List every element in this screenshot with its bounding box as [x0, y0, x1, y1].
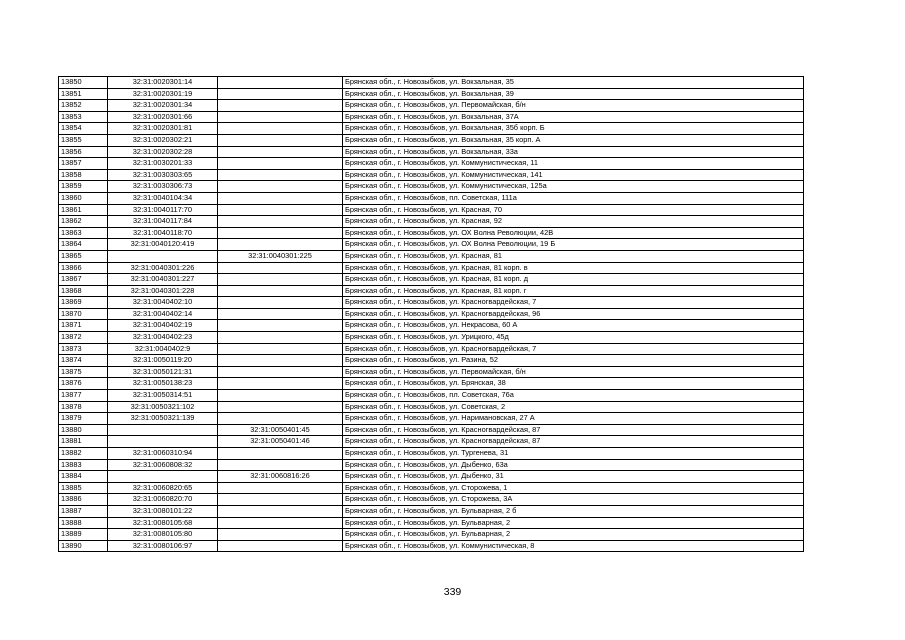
address-cell: Брянская обл., г. Новозыбков, ул. Вокзальная, 37А — [343, 111, 804, 123]
address-cell: Брянская обл., г. Новозыбков, ул. Сторожева, 3А — [343, 494, 804, 506]
table-row — [59, 262, 804, 274]
table-row — [59, 413, 804, 425]
cadastral-number-cell: 32:31:0040301:228 — [108, 285, 218, 297]
row-number-cell: 13882 — [59, 448, 108, 460]
address-cell: Брянская обл., г. Новозыбков, ул. Красногвардейская, 7 — [343, 343, 804, 355]
row-number-cell: 13876 — [59, 378, 108, 390]
cadastral-number-cell — [108, 250, 218, 262]
table-row — [59, 343, 804, 355]
table-row — [59, 77, 804, 89]
cadastral-number-alt-cell — [218, 308, 343, 320]
cadastral-number-cell: 32:31:0030201:33 — [108, 158, 218, 170]
row-number-cell: 13875 — [59, 366, 108, 378]
address-cell: Брянская обл., г. Новозыбков, ул. Красная, 81 корп. д — [343, 274, 804, 286]
cadastral-number-alt-cell — [218, 297, 343, 309]
row-number-cell: 13868 — [59, 285, 108, 297]
cadastral-number-alt-cell — [218, 262, 343, 274]
address-cell: Брянская обл., г. Новозыбков, ул. Первомайская, б/н — [343, 366, 804, 378]
address-cell: Брянская обл., г. Новозыбков, ул. Дыбенко, 31 — [343, 471, 804, 483]
row-number-cell: 13881 — [59, 436, 108, 448]
row-number-cell: 13884 — [59, 471, 108, 483]
cadastral-number-cell: 32:31:0020301:14 — [108, 77, 218, 89]
row-number-cell: 13856 — [59, 146, 108, 158]
cadastral-number-alt-cell — [218, 181, 343, 193]
address-cell: Брянская обл., г. Новозыбков, ул. Бульварная, 2 б — [343, 505, 804, 517]
table-row — [59, 100, 804, 112]
table-row — [59, 355, 804, 367]
row-number-cell: 13851 — [59, 88, 108, 100]
cadastral-number-cell: 32:31:0030306:73 — [108, 181, 218, 193]
table-row — [59, 181, 804, 193]
address-cell: Брянская обл., г. Новозыбков, ул. Красногвардейская, 7 — [343, 297, 804, 309]
cadastral-number-alt-cell — [218, 146, 343, 158]
cadastral-number-cell: 32:31:0080105:68 — [108, 517, 218, 529]
row-number-cell: 13880 — [59, 424, 108, 436]
table-row — [59, 227, 804, 239]
cadastral-number-alt-cell — [218, 88, 343, 100]
address-cell: Брянская обл., г. Новозыбков, ул. Коммунистическая, 11 — [343, 158, 804, 170]
table-row — [59, 517, 804, 529]
cadastral-number-alt-cell — [218, 123, 343, 135]
address-cell: Брянская обл., г. Новозыбков, ул. ОХ Волна Революции, 19 Б — [343, 239, 804, 251]
table-row — [59, 482, 804, 494]
table-row — [59, 134, 804, 146]
cadastral-number-cell — [108, 436, 218, 448]
cadastral-number-alt-cell — [218, 343, 343, 355]
table-row — [59, 529, 804, 541]
cadastral-number-alt-cell — [218, 517, 343, 529]
address-cell: Брянская обл., г. Новозыбков, ул. Урицкого, 45д — [343, 332, 804, 344]
cadastral-number-cell: 32:31:0040120:419 — [108, 239, 218, 251]
cadastral-number-cell: 32:31:0080101:22 — [108, 505, 218, 517]
table-row — [59, 308, 804, 320]
row-number-cell: 13877 — [59, 390, 108, 402]
table-row — [59, 378, 804, 390]
cadastral-number-cell: 32:31:0040402:23 — [108, 332, 218, 344]
address-cell: Брянская обл., г. Новозыбков, ул. Вокзальная, 35 — [343, 77, 804, 89]
table-row — [59, 158, 804, 170]
cadastral-number-alt-cell — [218, 192, 343, 204]
cadastral-number-cell: 32:31:0050321:102 — [108, 401, 218, 413]
cadastral-number-cell: 32:31:0020301:81 — [108, 123, 218, 135]
address-cell: Брянская обл., г. Новозыбков, ул. Красногвардейская, 96 — [343, 308, 804, 320]
address-cell: Брянская обл., г. Новозыбков, ул. Красная, 81 корп. г — [343, 285, 804, 297]
table-row — [59, 401, 804, 413]
cadastral-number-cell: 32:31:0020301:34 — [108, 100, 218, 112]
address-cell: Брянская обл., г. Новозыбков, ул. Красная, 81 корп. в — [343, 262, 804, 274]
address-cell: Брянская обл., г. Новозыбков, ул. Советская, 2 — [343, 401, 804, 413]
address-cell: Брянская обл., г. Новозыбков, ул. Вокзальная, 35б корп. Б — [343, 123, 804, 135]
cadastral-number-cell: 32:31:0050314:51 — [108, 390, 218, 402]
cadastral-number-cell: 32:31:0030303:65 — [108, 169, 218, 181]
row-number-cell: 13862 — [59, 216, 108, 228]
cadastral-number-cell: 32:31:0040402:14 — [108, 308, 218, 320]
row-number-cell: 13852 — [59, 100, 108, 112]
address-cell: Брянская обл., г. Новозыбков, пл. Советская, 111а — [343, 192, 804, 204]
table-row — [59, 471, 804, 483]
row-number-cell: 13872 — [59, 332, 108, 344]
table-row — [59, 320, 804, 332]
cadastral-number-alt-cell — [218, 529, 343, 541]
address-cell: Брянская обл., г. Новозыбков, ул. Вокзальная, 39 — [343, 88, 804, 100]
registry-table — [58, 76, 804, 552]
cadastral-number-cell: 32:31:0040301:227 — [108, 274, 218, 286]
cadastral-number-alt-cell — [218, 401, 343, 413]
row-number-cell: 13886 — [59, 494, 108, 506]
cadastral-number-alt-cell — [218, 227, 343, 239]
address-cell: Брянская обл., г. Новозыбков, ул. Некрасова, 60 А — [343, 320, 804, 332]
cadastral-number-cell: 32:31:0040104:34 — [108, 192, 218, 204]
table-row — [59, 494, 804, 506]
cadastral-number-cell: 32:31:0080106:97 — [108, 540, 218, 552]
table-row — [59, 332, 804, 344]
address-cell: Брянская обл., г. Новозыбков, ул. Бульварная, 2 — [343, 517, 804, 529]
cadastral-number-alt-cell: 32:31:0050401:45 — [218, 424, 343, 436]
row-number-cell: 13879 — [59, 413, 108, 425]
cadastral-number-alt-cell — [218, 239, 343, 251]
row-number-cell: 13854 — [59, 123, 108, 135]
cadastral-number-alt-cell: 32:31:0050401:46 — [218, 436, 343, 448]
table-row — [59, 204, 804, 216]
cadastral-number-alt-cell: 32:31:0040301:225 — [218, 250, 343, 262]
cadastral-number-cell: 32:31:0020302:28 — [108, 146, 218, 158]
cadastral-number-cell: 32:31:0050138:23 — [108, 378, 218, 390]
table-row — [59, 448, 804, 460]
row-number-cell: 13869 — [59, 297, 108, 309]
address-cell: Брянская обл., г. Новозыбков, ул. Вокзальная, 35 корп. А — [343, 134, 804, 146]
cadastral-number-alt-cell — [218, 204, 343, 216]
cadastral-number-cell — [108, 424, 218, 436]
table-row — [59, 459, 804, 471]
cadastral-number-alt-cell — [218, 459, 343, 471]
address-cell: Брянская обл., г. Новозыбков, пл. Советская, 76а — [343, 390, 804, 402]
cadastral-number-alt-cell — [218, 505, 343, 517]
cadastral-number-alt-cell — [218, 134, 343, 146]
table-row — [59, 250, 804, 262]
cadastral-number-cell: 32:31:0060820:65 — [108, 482, 218, 494]
table-row — [59, 505, 804, 517]
cadastral-number-cell: 32:31:0080105:80 — [108, 529, 218, 541]
cadastral-number-alt-cell — [218, 378, 343, 390]
row-number-cell: 13890 — [59, 540, 108, 552]
cadastral-number-alt-cell — [218, 285, 343, 297]
cadastral-number-cell: 32:31:0040117:70 — [108, 204, 218, 216]
row-number-cell: 13871 — [59, 320, 108, 332]
address-cell: Брянская обл., г. Новозыбков, ул. Вокзальная, 33а — [343, 146, 804, 158]
address-cell: Брянская обл., г. Новозыбков, ул. Бульварная, 2 — [343, 529, 804, 541]
cadastral-number-alt-cell — [218, 355, 343, 367]
address-cell: Брянская обл., г. Новозыбков, ул. Коммунистическая, 125а — [343, 181, 804, 193]
table-row — [59, 123, 804, 135]
cadastral-number-alt-cell — [218, 540, 343, 552]
table-row — [59, 88, 804, 100]
cadastral-number-cell: 32:31:0040301:226 — [108, 262, 218, 274]
address-cell: Брянская обл., г. Новозыбков, ул. Первомайская, б/н — [343, 100, 804, 112]
cadastral-number-alt-cell — [218, 274, 343, 286]
row-number-cell: 13866 — [59, 262, 108, 274]
row-number-cell: 13885 — [59, 482, 108, 494]
cadastral-number-alt-cell — [218, 320, 343, 332]
cadastral-number-cell: 32:31:0060820:70 — [108, 494, 218, 506]
table-row — [59, 274, 804, 286]
table-row — [59, 297, 804, 309]
table-row — [59, 366, 804, 378]
address-cell: Брянская обл., г. Новозыбков, ул. Наримановская, 27 А — [343, 413, 804, 425]
table-row — [59, 285, 804, 297]
cadastral-number-cell: 32:31:0040402:9 — [108, 343, 218, 355]
cadastral-number-cell: 32:31:0050321:139 — [108, 413, 218, 425]
row-number-cell: 13865 — [59, 250, 108, 262]
cadastral-number-alt-cell — [218, 494, 343, 506]
row-number-cell: 13870 — [59, 308, 108, 320]
cadastral-number-alt-cell — [218, 413, 343, 425]
row-number-cell: 13864 — [59, 239, 108, 251]
table-row — [59, 540, 804, 552]
cadastral-number-cell: 32:31:0020302:21 — [108, 134, 218, 146]
cadastral-number-cell: 32:31:0020301:19 — [108, 88, 218, 100]
address-cell: Брянская обл., г. Новозыбков, ул. Красная, 70 — [343, 204, 804, 216]
row-number-cell: 13861 — [59, 204, 108, 216]
table-row — [59, 146, 804, 158]
cadastral-number-alt-cell — [218, 482, 343, 494]
cadastral-number-alt-cell — [218, 448, 343, 460]
table-row — [59, 436, 804, 448]
row-number-cell: 13855 — [59, 134, 108, 146]
table-row — [59, 216, 804, 228]
row-number-cell: 13859 — [59, 181, 108, 193]
address-cell: Брянская обл., г. Новозыбков, ул. Красногвардейская, 87 — [343, 436, 804, 448]
cadastral-number-alt-cell — [218, 216, 343, 228]
cadastral-number-alt-cell — [218, 332, 343, 344]
cadastral-number-alt-cell — [218, 158, 343, 170]
registry-table-body — [59, 77, 804, 552]
cadastral-number-alt-cell — [218, 390, 343, 402]
table-row — [59, 169, 804, 181]
cadastral-number-cell: 32:31:0060808:32 — [108, 459, 218, 471]
cadastral-number-alt-cell: 32:31:0060816:26 — [218, 471, 343, 483]
row-number-cell: 13874 — [59, 355, 108, 367]
cadastral-number-cell: 32:31:0020301:66 — [108, 111, 218, 123]
row-number-cell: 13858 — [59, 169, 108, 181]
table-row — [59, 192, 804, 204]
row-number-cell: 13873 — [59, 343, 108, 355]
page-number: 339 — [443, 586, 462, 598]
address-cell: Брянская обл., г. Новозыбков, ул. Тургенева, 31 — [343, 448, 804, 460]
address-cell: Брянская обл., г. Новозыбков, ул. Коммунистическая, 141 — [343, 169, 804, 181]
cadastral-number-alt-cell — [218, 100, 343, 112]
row-number-cell: 13889 — [59, 529, 108, 541]
address-cell: Брянская обл., г. Новозыбков, ул. Сторожева, 1 — [343, 482, 804, 494]
cadastral-number-cell — [108, 471, 218, 483]
cadastral-number-cell: 32:31:0050121:31 — [108, 366, 218, 378]
table-row — [59, 390, 804, 402]
cadastral-number-cell: 32:31:0040118:70 — [108, 227, 218, 239]
row-number-cell: 13860 — [59, 192, 108, 204]
table-row — [59, 111, 804, 123]
cadastral-number-cell: 32:31:0050119:20 — [108, 355, 218, 367]
row-number-cell: 13878 — [59, 401, 108, 413]
address-cell: Брянская обл., г. Новозыбков, ул. Красная, 92 — [343, 216, 804, 228]
row-number-cell: 13887 — [59, 505, 108, 517]
registry-table-container — [58, 76, 804, 552]
cadastral-number-cell: 32:31:0040402:10 — [108, 297, 218, 309]
table-row — [59, 239, 804, 251]
row-number-cell: 13853 — [59, 111, 108, 123]
row-number-cell: 13850 — [59, 77, 108, 89]
address-cell: Брянская обл., г. Новозыбков, ул. Брянская, 38 — [343, 378, 804, 390]
cadastral-number-alt-cell — [218, 366, 343, 378]
cadastral-number-cell: 32:31:0040117:84 — [108, 216, 218, 228]
address-cell: Брянская обл., г. Новозыбков, ул. Дыбенко, 63а — [343, 459, 804, 471]
address-cell: Брянская обл., г. Новозыбков, ул. Коммунистическая, 8 — [343, 540, 804, 552]
cadastral-number-alt-cell — [218, 77, 343, 89]
row-number-cell: 13863 — [59, 227, 108, 239]
cadastral-number-cell: 32:31:0040402:19 — [108, 320, 218, 332]
address-cell: Брянская обл., г. Новозыбков, ул. Разина, 52 — [343, 355, 804, 367]
row-number-cell: 13888 — [59, 517, 108, 529]
cadastral-number-cell: 32:31:0060310:94 — [108, 448, 218, 460]
row-number-cell: 13867 — [59, 274, 108, 286]
address-cell: Брянская обл., г. Новозыбков, ул. ОХ Волна Революции, 42В — [343, 227, 804, 239]
row-number-cell: 13883 — [59, 459, 108, 471]
cadastral-number-alt-cell — [218, 111, 343, 123]
cadastral-number-alt-cell — [218, 169, 343, 181]
row-number-cell: 13857 — [59, 158, 108, 170]
table-row — [59, 424, 804, 436]
address-cell: Брянская обл., г. Новозыбков, ул. Красногвардейская, 87 — [343, 424, 804, 436]
address-cell: Брянская обл., г. Новозыбков, ул. Красная, 81 — [343, 250, 804, 262]
